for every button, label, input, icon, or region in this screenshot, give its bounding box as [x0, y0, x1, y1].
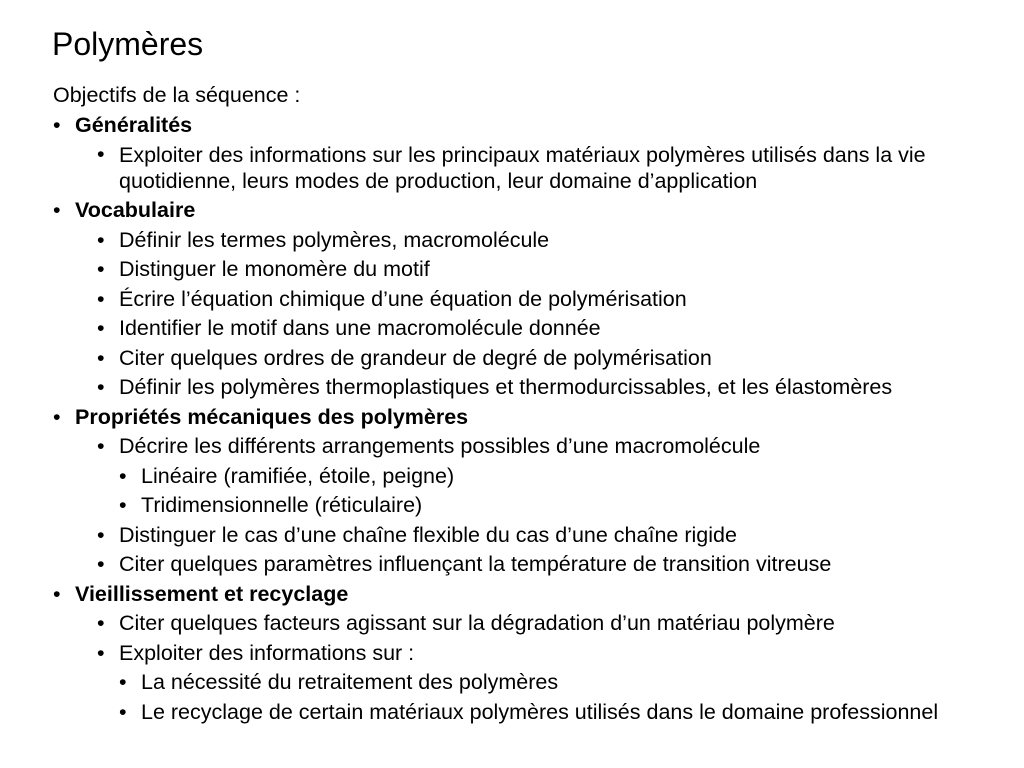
- section-heading: Propriétés mécaniques des polymères: [75, 404, 469, 429]
- list-item-text: Décrire les différents arrangements possibles d’une macromolécule: [119, 434, 761, 458]
- list-item: • Citer quelques facteurs agissant sur la dégradation d’un matériau polymère: [97, 609, 993, 639]
- sub-list-item: • Tridimensionnelle (réticulaire): [119, 491, 993, 521]
- section-items: [97, 226, 993, 403]
- list-item: [97, 432, 993, 521]
- objectives-list: [53, 111, 993, 728]
- section-heading: Vieillissement et recyclage: [75, 581, 349, 606]
- list-item: • Écrire l’équation chimique d’une équation de polymérisation: [97, 285, 993, 315]
- list-item: • Définir les polymères thermoplastiques et thermodurcissables, et les élastomères: [97, 373, 993, 403]
- list-item: • Distinguer le monomère du motif: [97, 255, 993, 285]
- list-item-text: • Exploiter des informations sur les principaux matériaux polymères utilisés dans la vie quotidienne, leurs modes de production, leur domaine d’application: [119, 143, 926, 193]
- section-proprietes-mecaniques: [53, 403, 993, 580]
- list-item: [97, 140, 993, 196]
- section-items: [97, 609, 993, 727]
- sub-items: [119, 462, 993, 521]
- sub-list-item: • Linéaire (ramifiée, étoile, peigne): [119, 462, 993, 492]
- section-items: [97, 140, 993, 196]
- section-vieillissement-recyclage: [53, 580, 993, 728]
- intro-text: Objectifs de la séquence :: [53, 83, 301, 107]
- section-generalites: [53, 111, 993, 197]
- page-title: Polymères: [52, 26, 204, 62]
- list-item: • Définir les termes polymères, macromolécule: [97, 226, 993, 256]
- list-item: • Citer quelques paramètres influençant la température de transition vitreuse: [97, 550, 993, 580]
- objectives-content: [53, 81, 993, 727]
- section-items: [97, 432, 993, 580]
- list-item: • Citer quelques ordres de grandeur de degré de polymérisation: [97, 344, 993, 374]
- section-vocabulaire: [53, 196, 993, 403]
- sub-items: [119, 668, 993, 727]
- section-heading: Vocabulaire: [75, 198, 196, 222]
- sub-list-item: • La nécessité du retraitement des polymères: [119, 668, 993, 698]
- list-item-text: Exploiter des informations sur :: [119, 640, 415, 665]
- sub-list-item: • Le recyclage de certain matériaux polymères utilisés dans le domaine professionnel: [119, 698, 993, 728]
- section-heading: Généralités: [75, 112, 193, 137]
- list-item: • Identifier le motif dans une macromolécule donnée: [97, 314, 993, 344]
- list-item: [97, 639, 993, 728]
- list-item: • Distinguer le cas d’une chaîne flexible du cas d’une chaîne rigide: [97, 521, 993, 551]
